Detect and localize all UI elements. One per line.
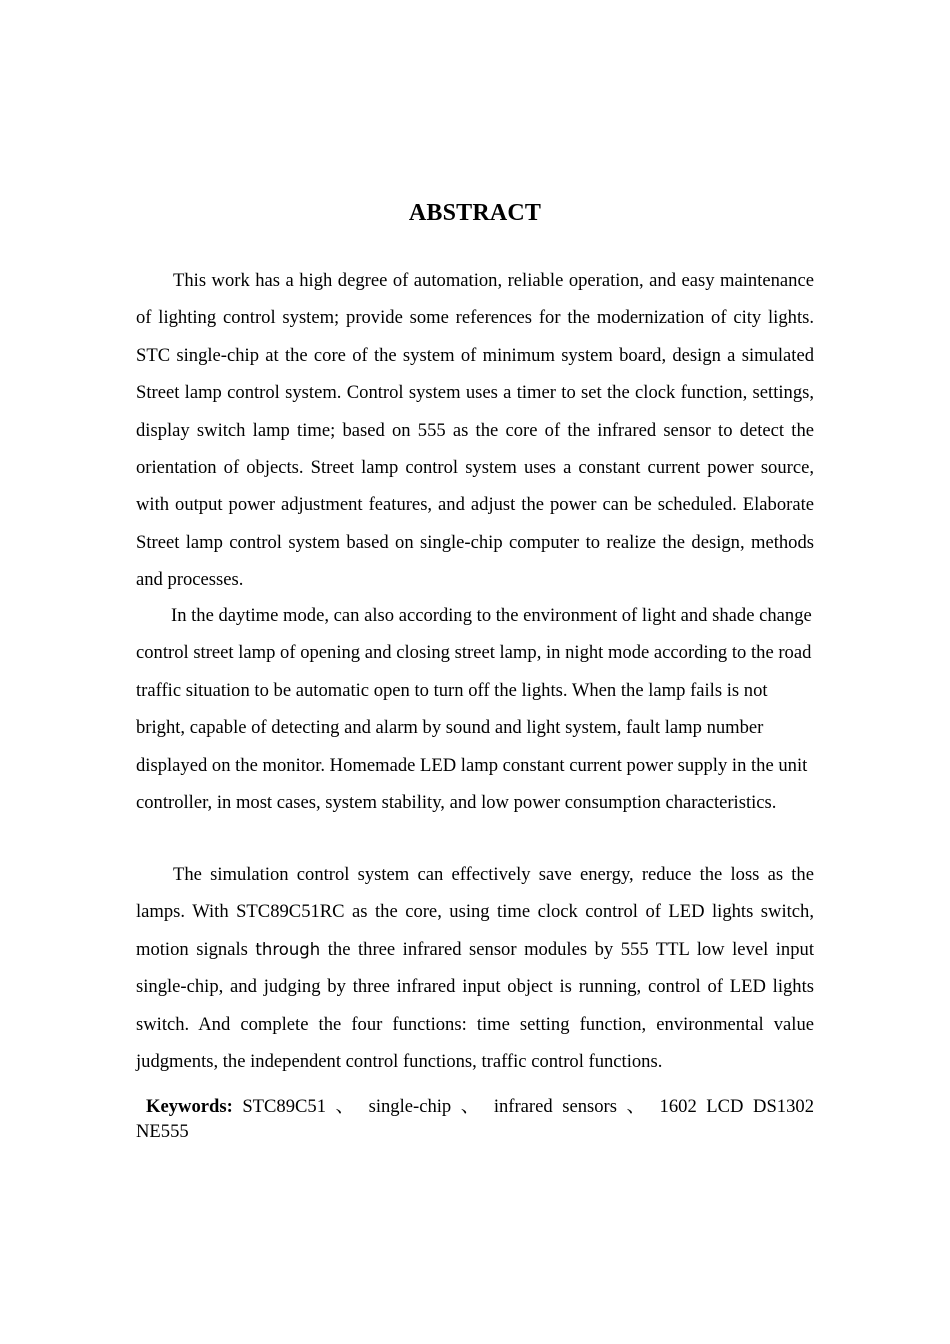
keywords-list: STC89C51 、 single-chip 、 infrared sensors 、 1602 LCD DS1302 bbox=[232, 1096, 814, 1117]
keywords-line-2: NE555 bbox=[136, 1121, 189, 1142]
paragraph-3-text-b: the three infrared sensor modules by 555 TTL low level input single-chip, and judging by three infrared input object is running, control of LED lights switch. And complete the four functions: time setting function, environmental value judgments, the independent control functions, traffic control functions. bbox=[136, 938, 814, 1073]
abstract-paragraph-1: This work has a high degree of automation, reliable operation, and easy maintenance of lighting control system; provide some references for the modernization of city lights. STC single-chip at the core of the system of minimum system board, design a simulated Street lamp control system. Control system uses a timer to set the clock function, settings, display switch lamp time; based on 555 as the core of the infrared sensor to detect the orientation of objects. Street lamp control system uses a constant current power source, with output power adjustment features, and adjust the power can be scheduled. Elaborate Street lamp control system based on single-chip computer to realize the design, methods and processes. bbox=[136, 270, 814, 591]
abstract-paragraph-2: In the daytime mode, can also according to the environment of light and shade change control street lamp of opening and closing street lamp, in night mode according to the road traffic situation to be automatic open to turn off the lights. When the lamp fails is not bright, capable of detecting and alarm by sound and light system, fault lamp number displayed on the monitor. Homemade LED lamp constant current power supply in the unit controller, in most cases, system stability, and low power consumption characteristics. bbox=[136, 605, 812, 814]
abstract-title: ABSTRACT bbox=[408, 200, 542, 226]
abstract-paragraph-3 bbox=[136, 856, 814, 1080]
keywords-line bbox=[136, 1094, 814, 1119]
paragraph-3-word-through: through bbox=[255, 939, 321, 959]
paragraph-3-text-a: The simulation control system can effectively save energy, reduce the loss as the lamps. With STC89C51RC as the core, using time clock control of LED lights switch, motion signals bbox=[136, 864, 814, 960]
keywords-label: Keywords: bbox=[146, 1096, 233, 1117]
